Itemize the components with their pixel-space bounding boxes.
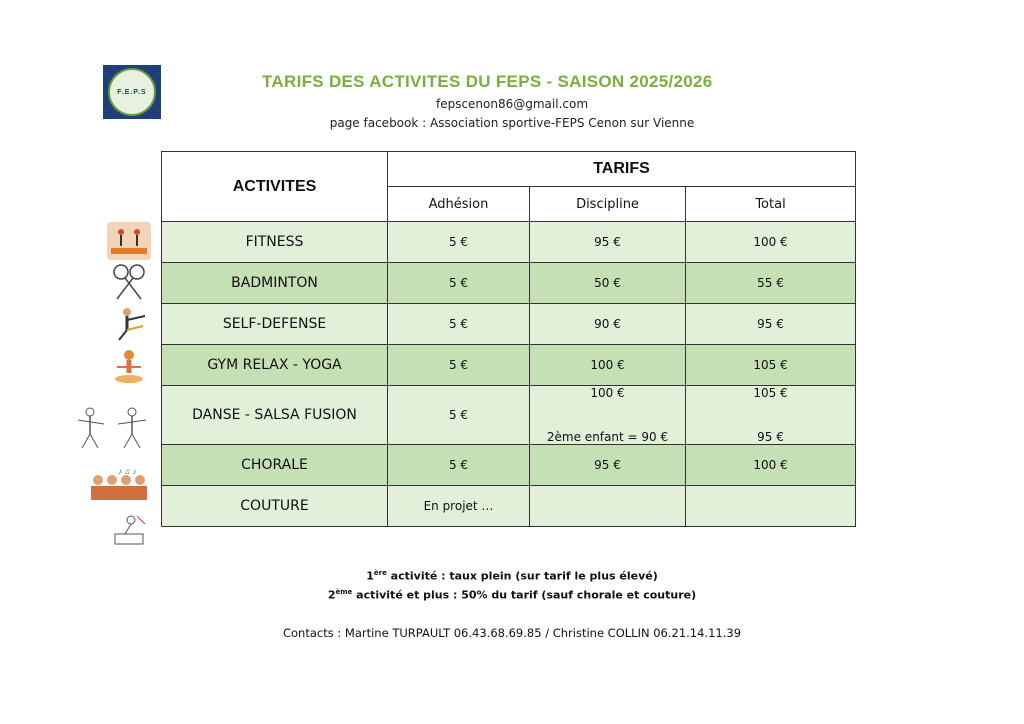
discipline-value: 90 € bbox=[530, 304, 686, 345]
svg-text:♪ ♫ ♪: ♪ ♫ ♪ bbox=[118, 467, 137, 476]
header-activites: ACTIVITES bbox=[162, 152, 388, 222]
table-row-fitness bbox=[162, 222, 856, 263]
activity-name: FITNESS bbox=[162, 222, 388, 263]
self-defense-icon bbox=[107, 304, 151, 342]
discipline-value: 95 € bbox=[530, 445, 686, 486]
contact-email[interactable]: fepscenon86@gmail.com bbox=[435, 97, 589, 111]
activity-name: COUTURE bbox=[162, 486, 388, 527]
sewing-icon bbox=[107, 512, 151, 550]
adhesion-value: 5 € bbox=[388, 445, 530, 486]
page-title: TARIFS DES ACTIVITES DU FEPS - SAISON 2025/2026 bbox=[262, 72, 713, 91]
table-row-badminton bbox=[162, 263, 856, 304]
total-value: 105 € bbox=[686, 345, 856, 386]
table-row-self-defense bbox=[162, 304, 856, 345]
dance-icon bbox=[70, 402, 154, 452]
discipline-value: 95 € bbox=[530, 222, 686, 263]
activity-name: CHORALE bbox=[162, 445, 388, 486]
adhesion-value: 5 € bbox=[388, 304, 530, 345]
logo-text: F.E.P.S bbox=[117, 88, 147, 96]
total-cell bbox=[686, 386, 856, 445]
adhesion-value: 5 € bbox=[388, 386, 530, 445]
header-total: Total bbox=[686, 187, 856, 222]
adhesion-value: 5 € bbox=[388, 222, 530, 263]
discipline-cell bbox=[530, 386, 686, 445]
choir-icon bbox=[88, 466, 150, 506]
adhesion-value: 5 € bbox=[388, 263, 530, 304]
total-second-child: 95 € bbox=[757, 430, 784, 444]
note-number: 2 bbox=[327, 588, 336, 602]
adhesion-value: En projet … bbox=[388, 486, 530, 527]
note-first-activity bbox=[0, 569, 1024, 583]
discipline-value: 100 € bbox=[590, 386, 625, 400]
table-row-yoga bbox=[162, 345, 856, 386]
fitness-icon bbox=[107, 222, 151, 260]
note-second-activity bbox=[0, 588, 1024, 602]
discipline-second-child: 2ème enfant = 90 € bbox=[546, 430, 669, 444]
note-number: 1 bbox=[366, 569, 374, 583]
header-discipline: Discipline bbox=[530, 187, 686, 222]
total-value: 100 € bbox=[686, 222, 856, 263]
discipline-value: 50 € bbox=[530, 263, 686, 304]
total-value: 100 € bbox=[686, 445, 856, 486]
discipline-value: 100 € bbox=[530, 345, 686, 386]
activity-name: SELF-DEFENSE bbox=[162, 304, 388, 345]
table-row-couture bbox=[162, 486, 856, 527]
contacts-line: Contacts : Martine TURPAULT 06.43.68.69.85 / Christine COLLIN 06.21.14.11.39 bbox=[282, 626, 742, 640]
note-text: activité et plus : 50% du tarif (sauf chorale et couture) bbox=[352, 588, 697, 602]
adhesion-value: 5 € bbox=[388, 345, 530, 386]
header-adhesion: Adhésion bbox=[388, 187, 530, 222]
activity-name: BADMINTON bbox=[162, 263, 388, 304]
note-text: activité : taux plein (sur tarif le plus élevé) bbox=[386, 569, 658, 583]
total-value: 55 € bbox=[686, 263, 856, 304]
facebook-line: page facebook : Association sportive-FEPS Cenon sur Vienne bbox=[329, 116, 695, 130]
activity-name: GYM RELAX - YOGA bbox=[162, 345, 388, 386]
note-ordinal: ère bbox=[373, 569, 387, 577]
table-row-chorale bbox=[162, 445, 856, 486]
header-tarifs: TARIFS bbox=[388, 152, 856, 187]
tarifs-table bbox=[161, 151, 856, 527]
yoga-icon bbox=[107, 347, 151, 385]
total-value: 95 € bbox=[686, 304, 856, 345]
note-ordinal: ème bbox=[335, 588, 353, 596]
activity-name: DANSE - SALSA FUSION bbox=[162, 386, 388, 445]
total-value: 105 € bbox=[753, 386, 788, 400]
table-row-danse bbox=[162, 386, 856, 445]
badminton-icon bbox=[107, 263, 151, 301]
discipline-value bbox=[530, 486, 686, 527]
total-value bbox=[686, 486, 856, 527]
